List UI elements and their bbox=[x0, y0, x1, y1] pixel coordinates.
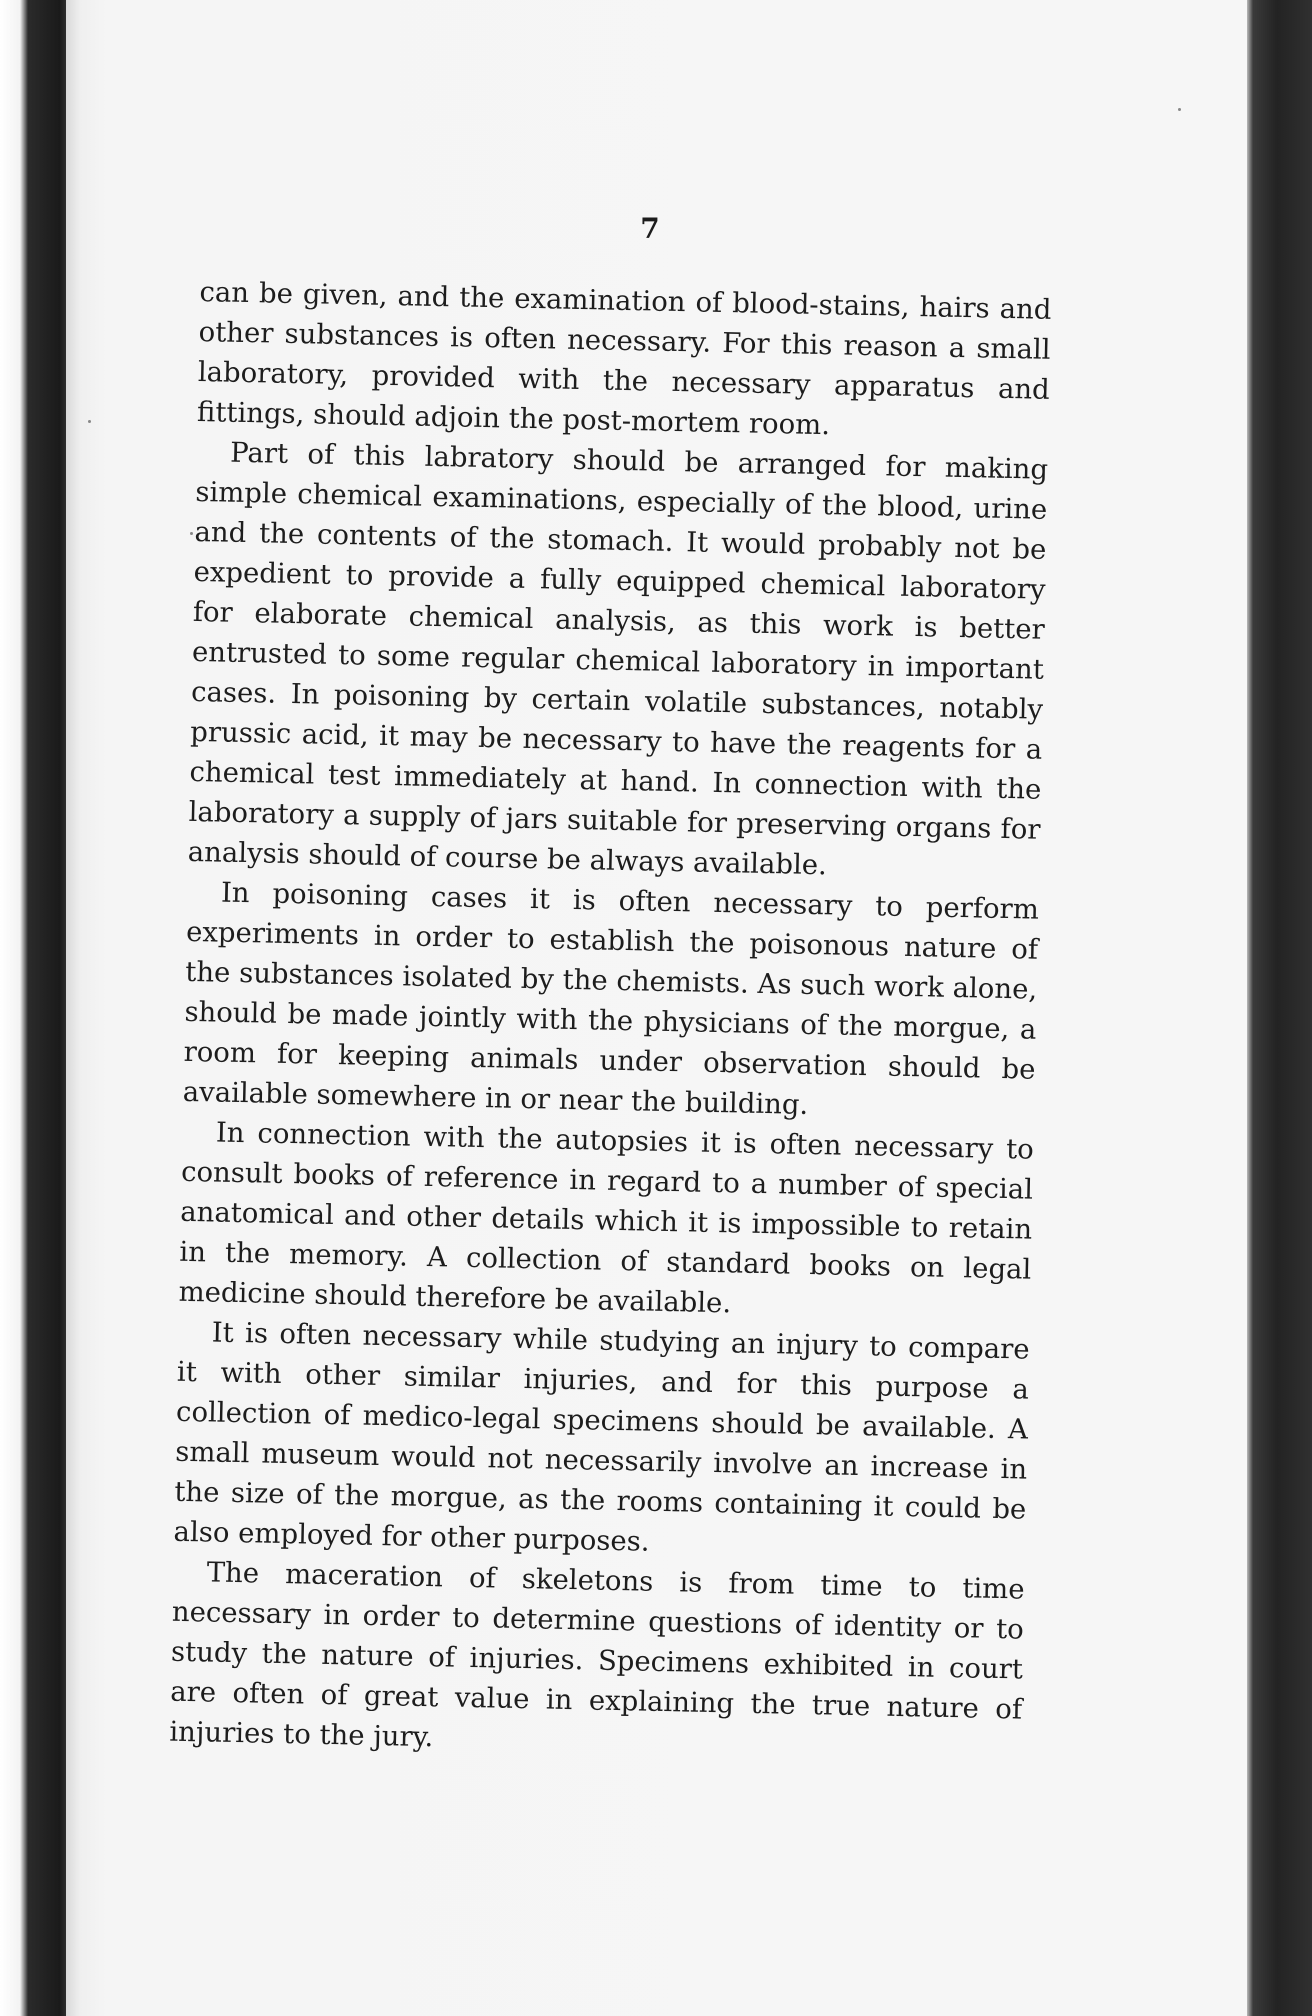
paper-speck bbox=[1178, 108, 1181, 111]
paragraph: In poisoning cases it is often necessary to perform experiments in order to establish the poisonous nature of the substances isolated by the chemists. As such work alone, should be made jointly with the physicians of the morgue, a room for keeping animals under observation should be available somewhere in or near the building. bbox=[182, 876, 1040, 1121]
paper-speck bbox=[190, 532, 193, 535]
book-binding-shadow bbox=[0, 0, 70, 2016]
body-text bbox=[169, 272, 1052, 1770]
paragraph: Part of this labratory should be arranged for making simple chemical examinations, especially of the blood, urine and the contents of the stomach. It would probably not be expedient to provide a fully equipped chemical laboratory for elaborate chemical analysis, as this work is better entrusted to some regular chemical laboratory in important cases. In poisoning by certain volatile substances, notably prussic acid, it may be necessary to have the reagents for a chemical test immediately at hand. In connection with the laboratory a supply of jars suitable for preserving organs for analysis should of course be always available. bbox=[187, 436, 1049, 882]
page-number: 7 bbox=[640, 212, 660, 245]
paragraph: can be given, and the examination of blood-stains, hairs and other substances is often necessary. For this reason a small laboratory, provided with the necessary apparatus and fittings, should adjoin the post-mortem room. bbox=[196, 275, 1052, 442]
paragraph: The maceration of skeletons is from time to time necessary in order to determine questions of identity or to study the nature of injuries. Specimens exhibited in court are often of great value in explaining the true nature of injuries to the jury. bbox=[169, 1556, 1025, 1754]
paragraph: In connection with the autopsies it is often necessary to consult books of reference in regard to a number of special anatomical and other details which it is impossible to retain in the memory. A collection of standard books on legal medicine should therefore be available. bbox=[178, 1116, 1035, 1320]
paper-speck bbox=[88, 420, 91, 423]
page-edge-shadow bbox=[1247, 0, 1312, 2016]
paragraph: It is often necessary while studying an injury to compare it with other similar injuries, and for this purpose a collection of medico-legal specimens should be available. A small museum would not necessarily involve an increase in the size of the morgue, as the rooms containing it could be also employed for other purposes. bbox=[173, 1316, 1030, 1558]
